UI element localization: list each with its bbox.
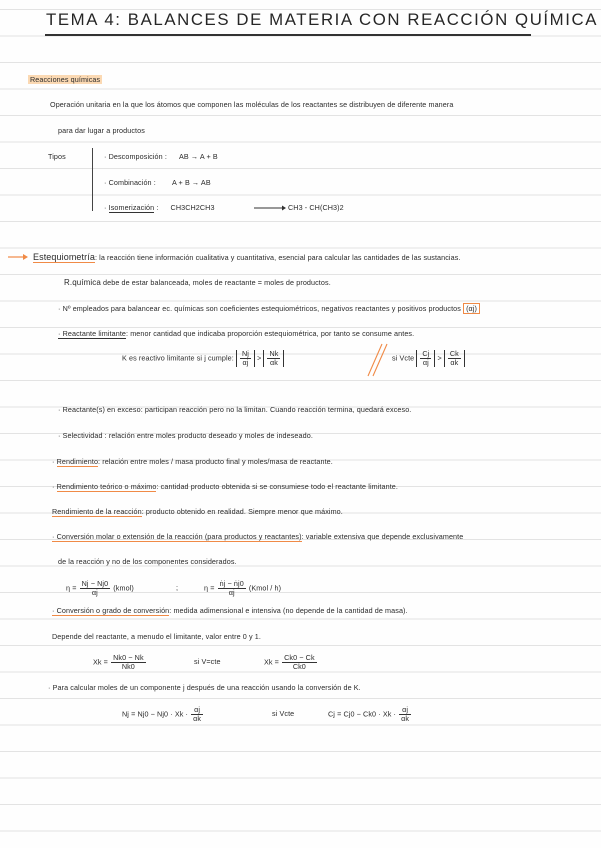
cj-den: αj bbox=[422, 357, 429, 367]
tipo-isomerizacion: · Isomerización : CH3CH2CH3 bbox=[104, 203, 215, 212]
orange-arrow-icon bbox=[8, 253, 28, 261]
rendimiento-teorico-text: : cantidad producto obtenida si se consumiese todo el reactante limitante. bbox=[156, 482, 399, 491]
eta1-den: αj bbox=[91, 587, 98, 597]
coeficientes-line bbox=[58, 305, 480, 312]
exceso-line: · Reactante(s) en exceso: participan reacción pero no la limitan. Cuando reacción termina, quedará exceso. bbox=[58, 405, 412, 414]
xk2-formula bbox=[264, 654, 318, 671]
rendimiento-label: Rendimiento bbox=[56, 457, 99, 466]
isomerizacion-reactant: CH3CH2CH3 bbox=[170, 203, 215, 212]
r-quimica-label: R.química bbox=[64, 278, 101, 287]
k-condition-text: K es reactivo limitante si j cumple: bbox=[122, 353, 234, 363]
title-underline bbox=[45, 34, 531, 36]
ck-den: αk bbox=[450, 357, 459, 367]
eta-formula-2 bbox=[204, 580, 281, 597]
ck-num: Ck bbox=[449, 349, 459, 358]
tipo-combinacion-label: Combinación bbox=[108, 178, 152, 187]
reactante-limitante-label: · Reactante limitante bbox=[58, 329, 127, 338]
conversion-molar-line bbox=[52, 533, 463, 540]
selectividad-line: · Selectividad : relación entre moles producto deseado y moles de indeseado. bbox=[58, 431, 313, 440]
nk-den: αk bbox=[269, 357, 278, 367]
cj-formula-left: Cj = Cj0 − Ck0 · Xk · bbox=[328, 709, 397, 719]
f1-num: αj bbox=[191, 706, 203, 715]
xk2-num: Ck0 − Ck bbox=[284, 653, 315, 662]
page-title: TEMA 4: BALANCES DE MATERIA CON REACCIÓN QUÍMICA bbox=[46, 10, 599, 29]
xk2-lhs: Xk = bbox=[264, 657, 279, 667]
rendimiento-line: · Rendimiento: relación entre moles / masa producto final y moles/masa de reactante. bbox=[52, 457, 333, 466]
nk-num: Nk bbox=[269, 349, 279, 358]
rendimiento-reaccion-line bbox=[52, 508, 343, 515]
eta2-unit: (Kmol / h) bbox=[248, 583, 282, 593]
eta2-num: ṅj − ṅj0 bbox=[219, 579, 244, 588]
alpha-boxed: (αj) bbox=[463, 303, 480, 314]
nj-den: αj bbox=[242, 357, 249, 367]
rendimiento-reaccion-text: : producto obtenido en realidad. Siempre menor que máximo. bbox=[141, 507, 343, 516]
depende-line: Depende del reactante, a menudo el limitante, valor entre 0 y 1. bbox=[52, 632, 261, 641]
reaction-arrow-icon bbox=[254, 204, 286, 212]
xk-lhs: Xk = bbox=[93, 657, 108, 667]
nj-num: Nj bbox=[241, 349, 249, 358]
isomerizacion-product: CH3 - CH(CH3)2 bbox=[288, 203, 344, 212]
si-vcte-3: si Vcte bbox=[272, 709, 295, 718]
formula-separator: ; bbox=[176, 583, 179, 592]
tipos-bracket bbox=[92, 148, 93, 211]
section-heading-reacciones bbox=[28, 76, 102, 83]
reacciones-heading-text: Reacciones químicas bbox=[30, 75, 101, 84]
xk-den: Nk0 bbox=[121, 661, 135, 671]
r-quimica-line bbox=[64, 279, 331, 287]
si-vcte-2: si V=cte bbox=[194, 657, 221, 666]
eta2-den: αj bbox=[228, 587, 235, 597]
tipos-label: Tipos bbox=[48, 152, 66, 161]
nj-formula-left: Nj = Nj0 − Nj0 · Xk · bbox=[122, 709, 189, 719]
xk-formula bbox=[93, 654, 147, 671]
f2-den: αk bbox=[401, 713, 410, 723]
tipo-combinacion-formula: A + B → AB bbox=[171, 178, 211, 187]
tipo-combinacion: · Combinación : A + B → AB bbox=[104, 178, 211, 187]
limitante-condition-vcte: si Vcte $\frac{Cj}{\alpha j}$ > $\frac{Ck}{\alpha k}$ bbox=[392, 350, 465, 367]
conversion-molar-label: · Conversión molar o extensión de la reacción (para productos y reactantes) bbox=[52, 532, 302, 541]
limitante-condition: K es reactivo limitante si j cumple: $\frac{Nj}{\alpha j}$ > $\frac{Nk}{\alpha k}$ bbox=[122, 350, 284, 367]
xk2-den: Ck0 bbox=[292, 661, 306, 671]
calcular-line: · Para calcular moles de un componente j después de una reacción usando la conversión de K. bbox=[48, 683, 361, 692]
eta-formula-1 bbox=[66, 580, 134, 597]
tipo-descomposicion-label: Descomposición bbox=[108, 152, 163, 161]
tipo-isomerizacion-label: Isomerización bbox=[108, 203, 155, 212]
eta1-num: Nj − Nj0 bbox=[81, 579, 109, 588]
grado-conversion-label: · Conversión o grado de conversión bbox=[52, 606, 170, 615]
rendimiento-text: : relación entre moles / masa producto final y moles/masa de reactante. bbox=[98, 457, 333, 466]
eta1-unit: (kmol) bbox=[113, 583, 134, 593]
tipo-descomposicion: · Descomposición : AB → A + B bbox=[104, 152, 218, 161]
estequiometria-line bbox=[33, 253, 461, 262]
grado-conversion-line bbox=[52, 607, 408, 614]
r-quimica-text: debe de estar balanceada, moles de reactante = moles de productos. bbox=[103, 278, 331, 287]
operacion-line-1: Operación unitaria en la que los átomos que componen las moléculas de los reactantes se distribuyen de diferente manera bbox=[50, 100, 454, 109]
operacion-line-2: para dar lugar a productos bbox=[58, 126, 145, 135]
rendimiento-teorico-line: · Rendimiento teórico o máximo: cantidad producto obtenida si se consumiese todo el reactante limitante. bbox=[52, 482, 399, 491]
estequiometria-heading: Estequiometría bbox=[33, 252, 95, 262]
tipo-descomposicion-formula: AB → A + B bbox=[179, 152, 218, 161]
eta-lhs-2: η = bbox=[204, 583, 215, 593]
coeficientes-text: · Nº empleados para balancear ec. químicas son coeficientes estequiométricos, negativos reactantes y positivos productos bbox=[58, 304, 461, 313]
rendimiento-teorico-label: Rendimiento teórico o máximo bbox=[56, 482, 157, 491]
reactante-limitante-line bbox=[58, 330, 414, 337]
f2-num: αj bbox=[399, 706, 411, 715]
conversion-molar-line-2: de la reacción y no de los componentes considerados. bbox=[58, 557, 237, 566]
separator-slash-icon bbox=[366, 344, 388, 376]
rendimiento-reaccion-label: Rendimiento de la reacción bbox=[52, 507, 142, 516]
cj-num: Cj bbox=[422, 349, 430, 358]
nj-formula bbox=[122, 706, 204, 723]
grado-conversion-text: : medida adimensional e intensiva (no depende de la cantidad de masa). bbox=[169, 606, 408, 615]
f1-den: αk bbox=[193, 713, 202, 723]
cj-formula bbox=[328, 706, 412, 723]
reactante-limitante-text: : menor cantidad que indicaba proporción estequiométrica, por tanto se consume antes. bbox=[126, 329, 415, 338]
conversion-molar-text: : variable extensiva que depende exclusivamente bbox=[301, 532, 464, 541]
xk-num: Nk0 − Nk bbox=[113, 653, 144, 662]
si-vcte-label: si Vcte bbox=[392, 353, 415, 363]
estequiometria-text: : la reacción tiene información cualitativa y cuantitativa, esencial para calcular las cantidades de las sustancias. bbox=[94, 253, 461, 262]
eta-lhs-1: η = bbox=[66, 583, 77, 593]
